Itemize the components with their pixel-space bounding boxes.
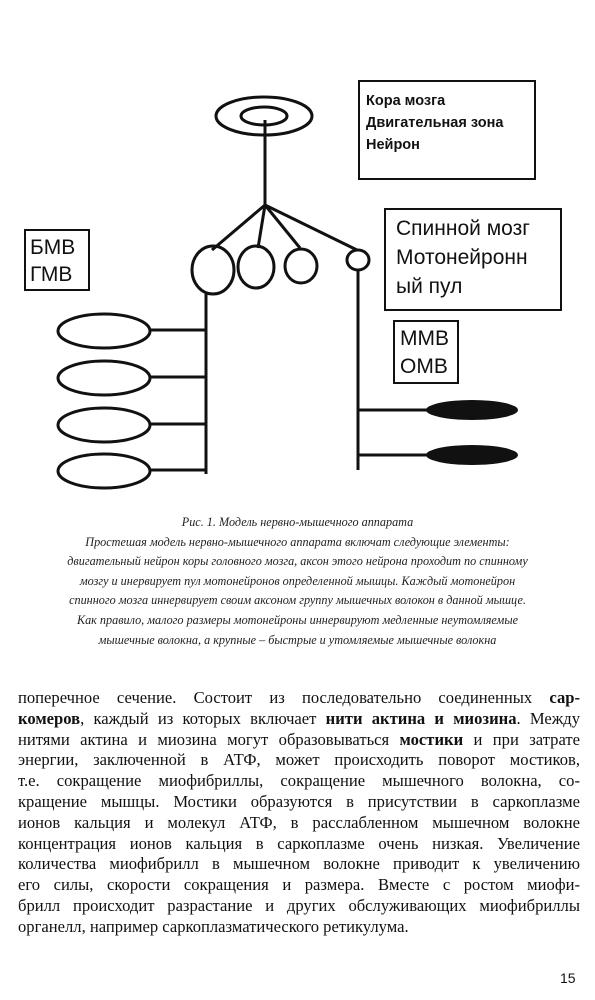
slow-muscle-fiber-2 xyxy=(426,445,518,465)
fast-muscle-fiber-2 xyxy=(58,361,150,395)
branch-to-motoneuron-1 xyxy=(212,205,265,250)
fast-fibers-label-line: ГМВ xyxy=(30,263,73,286)
spinal-label-line: Мотонейронн xyxy=(396,246,528,269)
body-line: кращение мышцы. Мостики образуются в присутствии в саркоплазме xyxy=(18,791,580,811)
body-line xyxy=(18,709,580,730)
motoneuron-large xyxy=(192,246,234,294)
cortex-label-line: Нейрон xyxy=(366,137,420,153)
caption-title: Рис. 1. Модель нервно-мышечного аппарата xyxy=(181,515,414,529)
branch-to-motoneuron-3 xyxy=(265,205,300,248)
branch-to-motoneuron-4 xyxy=(265,205,357,250)
body-text-span: нитями актина и миозина могут образовываться xyxy=(18,729,400,749)
body-text-span: . Между xyxy=(516,708,581,728)
spinal-label-line: ый пул xyxy=(396,275,463,298)
slow-fibers-label-line: ММВ xyxy=(400,327,449,350)
bold-term: сар- xyxy=(549,688,580,707)
slow-fibers-label-box xyxy=(393,320,459,384)
motoneuron-medium-2 xyxy=(285,249,317,283)
motoneuron-medium-1 xyxy=(238,246,274,288)
cortex-label-box xyxy=(358,80,536,180)
body-line: количества миофибрилл в мышечном волокне приводит к увеличению xyxy=(18,854,580,874)
body-line: ионов кальция и молекул АТФ, в расслабленном мышечном волокне xyxy=(18,812,580,832)
bold-term: нити актина и миозина xyxy=(325,708,517,728)
bold-term: мостики xyxy=(399,729,464,749)
body-line: концентрация ионов кальция в саркоплазме очень низкая. Увеличение xyxy=(18,833,580,853)
caption-line: мозгу и инервирует пул мотонейронов определенной мышцы. Каждый мотонейрон xyxy=(79,573,516,588)
caption-line: мышечные волокна, а крупные – быстрые и утомляемые мышечные волокна xyxy=(98,632,497,647)
body-line: энергии, заключенной в АТФ, может происходить поворот мостиков, xyxy=(18,750,580,770)
cortex-label-line: Двигательная зона xyxy=(366,115,504,131)
cortex-label-line: Кора мозга xyxy=(366,93,446,109)
spinal-cord-label-box xyxy=(384,208,562,311)
motoneuron-small xyxy=(347,250,369,270)
body-line: т.е. сокращение миофибриллы, сокращение мышечного волокна, со- xyxy=(18,771,580,791)
caption-line: двигательный нейрон коры головного мозга, аксон этого нейрона проходит по спинному xyxy=(67,554,528,569)
caption-line: спинного мозга иннервирует своим аксоном группу мышечных волокон в данной мышце. xyxy=(69,593,526,608)
caption-line: Как правило, малого размеры мотонейроны иннервируют медленные неутомляемые xyxy=(77,612,518,627)
caption-line: Простешая модель нервно-мышечного аппарата включат следующие элементы: xyxy=(85,534,510,549)
body-line: брилл происходит разрастание и других обслуживающих миофибриллы xyxy=(18,895,580,915)
body-line xyxy=(18,730,580,751)
body-line: органелл, например саркоплазматического ретикулума. xyxy=(18,916,409,936)
slow-muscle-fiber-1 xyxy=(426,400,518,420)
fast-muscle-fiber-4 xyxy=(58,454,150,488)
fast-fibers-label-line: БМВ xyxy=(30,236,76,259)
spinal-label-line: Спинной мозг xyxy=(396,217,530,240)
body-text-span: и при затрате xyxy=(463,729,580,749)
figure-caption xyxy=(20,513,575,650)
body-paragraph xyxy=(18,688,580,938)
page-number: 15 xyxy=(560,970,576,986)
slow-fibers-label-line: ОМВ xyxy=(400,355,448,378)
body-line: его силы, скорости сокращения и размера. Вместе с ростом миофи- xyxy=(18,875,580,895)
body-line xyxy=(18,688,580,709)
body-text-span: поперечное сечение. Состоит из последовательно соединенных xyxy=(18,688,550,707)
bold-term: комеров xyxy=(18,708,81,728)
fast-fibers-label-box xyxy=(24,229,90,291)
body-text-span: , каждый из которых включает xyxy=(80,708,326,728)
fast-muscle-fiber-3 xyxy=(58,408,150,442)
fast-muscle-fiber-1 xyxy=(58,314,150,348)
